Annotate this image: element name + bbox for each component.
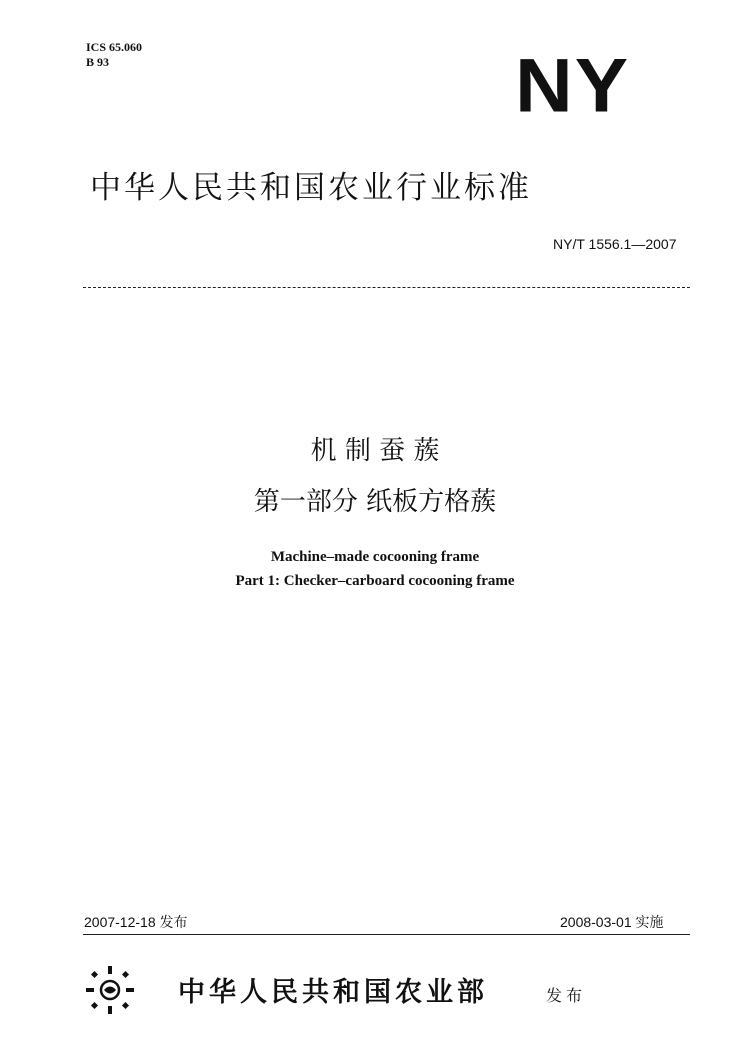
effective-date: 2008-03-01 实施 (560, 914, 664, 930)
english-title: Machine–made cocooning frame (270, 549, 480, 565)
issuer-suffix: 发布 (546, 986, 587, 1005)
standard-number: NY/T 1556.1—2007 (553, 236, 677, 252)
ministry-emblem-icon (80, 960, 140, 1020)
document-title: 机 制 蚕 蔟 (310, 436, 440, 466)
document-part-title: 第一部分 纸板方格蔟 (253, 487, 497, 517)
issuer-name: 中华人民共和国农业部 (178, 977, 488, 1008)
header-divider (83, 287, 690, 288)
footer-divider (83, 934, 690, 935)
ccs-code: B 93 (86, 55, 110, 69)
issue-date: 2007-12-18 发布 (84, 914, 188, 930)
ny-brand-mark: NY (515, 43, 631, 128)
ics-code: ICS 65.060 (86, 40, 143, 54)
standard-category-title: 中华人民共和国农业行业标准 (90, 170, 532, 206)
english-part-title: Part 1: Checker–carboard cocooning frame (235, 573, 515, 589)
